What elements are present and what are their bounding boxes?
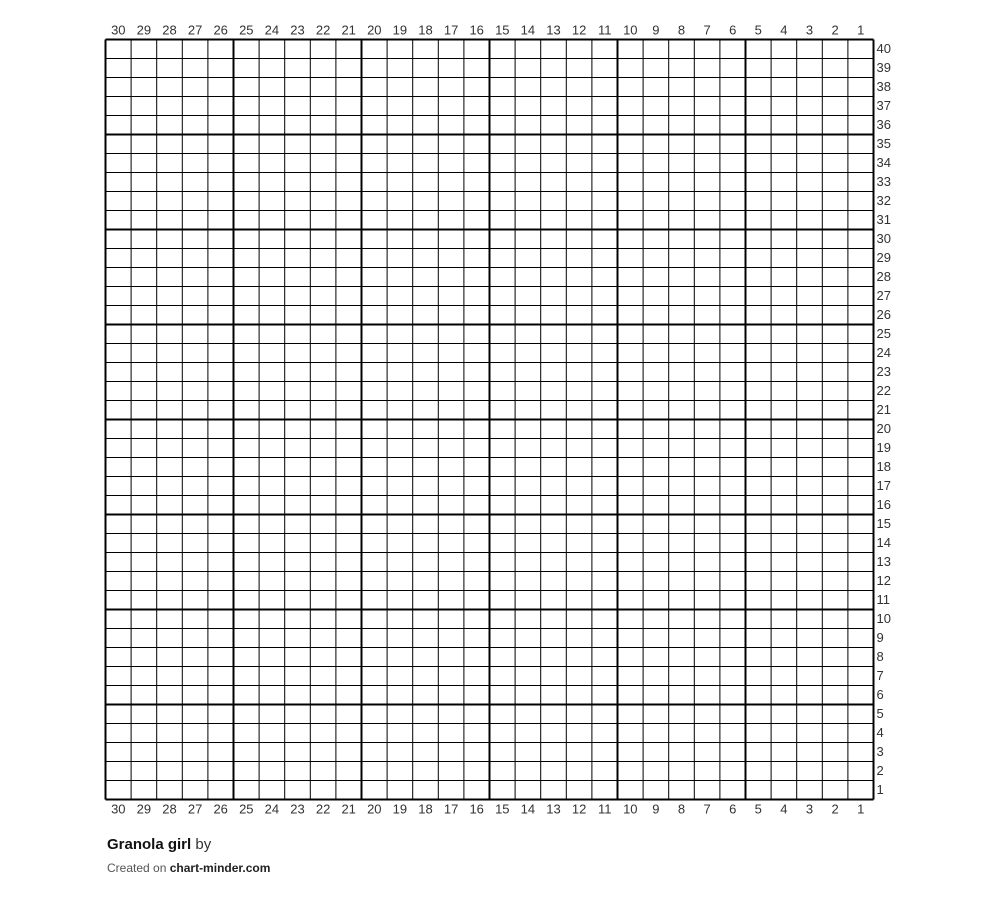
row-label: 2 (876, 763, 884, 778)
row-label: 21 (876, 402, 891, 417)
row-label: 18 (876, 459, 891, 474)
row-label: 5 (876, 706, 884, 721)
row-label: 28 (876, 269, 891, 284)
row-label: 11 (876, 592, 890, 607)
column-label-top: 16 (469, 22, 484, 38)
chart-footer (107, 836, 270, 875)
row-label: 30 (876, 231, 891, 246)
column-label-bottom: 9 (652, 801, 660, 817)
row-label: 10 (876, 611, 891, 626)
column-label-top: 24 (264, 22, 280, 38)
column-label-bottom: 3 (805, 801, 814, 817)
row-label: 8 (876, 649, 884, 664)
row-label: 40 (876, 41, 891, 56)
column-labels-top (111, 23, 864, 38)
row-label: 6 (876, 687, 884, 702)
row-label: 14 (876, 535, 891, 550)
column-label-top: 17 (443, 22, 459, 38)
by-label: by (195, 836, 212, 853)
column-label-top: 7 (703, 22, 711, 38)
column-label-top: 3 (805, 22, 814, 38)
credit-line (107, 861, 270, 875)
column-label-bottom: 7 (703, 801, 711, 817)
row-label: 27 (876, 288, 891, 303)
column-label-bottom: 19 (392, 801, 408, 817)
column-label-top: 10 (623, 22, 638, 38)
row-label: 16 (876, 497, 891, 512)
row-label: 23 (876, 364, 891, 379)
site-link[interactable]: chart-minder.com (169, 861, 271, 875)
column-label-top: 29 (136, 22, 152, 38)
column-label-bottom: 15 (495, 801, 510, 817)
row-label: 19 (876, 440, 891, 455)
column-label-bottom: 5 (754, 801, 762, 817)
row-labels-right (877, 41, 891, 797)
column-label-bottom: 14 (520, 801, 536, 817)
column-label-bottom: 26 (213, 801, 228, 817)
row-label: 1 (876, 782, 884, 797)
column-label-top: 14 (520, 22, 536, 38)
row-label: 38 (876, 79, 891, 94)
column-label-bottom: 12 (571, 801, 587, 817)
column-labels-bottom (111, 802, 864, 817)
created-on-label: Created on (107, 861, 167, 875)
row-label: 22 (876, 383, 891, 398)
column-label-bottom: 21 (341, 801, 356, 817)
row-label: 3 (876, 744, 884, 759)
column-label-top: 15 (495, 22, 510, 38)
column-label-top: 4 (780, 22, 788, 38)
row-label: 12 (876, 573, 891, 588)
column-label-bottom: 24 (264, 801, 280, 817)
title-line (107, 836, 270, 853)
column-label-bottom: 27 (187, 801, 203, 817)
column-label-top: 19 (392, 22, 408, 38)
column-label-top: 25 (239, 22, 254, 38)
column-label-bottom: 10 (623, 801, 638, 817)
row-label: 15 (876, 516, 891, 531)
column-label-top: 2 (831, 22, 839, 38)
column-label-top: 1 (857, 22, 865, 38)
row-label: 32 (876, 193, 891, 208)
column-label-top: 6 (729, 22, 737, 38)
column-label-bottom: 28 (162, 801, 177, 817)
column-label-top: 21 (341, 22, 356, 38)
row-label: 20 (876, 421, 891, 436)
row-label: 24 (876, 345, 891, 360)
column-label-top: 18 (418, 22, 433, 38)
row-label: 39 (876, 60, 891, 75)
column-label-bottom: 11 (597, 801, 612, 817)
row-label: 25 (876, 326, 891, 341)
column-label-bottom: 30 (111, 801, 126, 817)
column-label-top: 5 (754, 22, 762, 38)
chart-title: Granola girl (107, 836, 192, 853)
column-label-bottom: 17 (443, 801, 459, 817)
column-label-bottom: 22 (315, 801, 331, 817)
column-label-bottom: 23 (290, 801, 305, 817)
row-label: 35 (876, 136, 891, 151)
row-label: 13 (876, 554, 891, 569)
column-label-top: 27 (187, 22, 203, 38)
column-label-bottom: 18 (418, 801, 433, 817)
column-label-bottom: 1 (857, 801, 865, 817)
row-label: 37 (876, 98, 891, 113)
row-label: 17 (876, 478, 891, 493)
column-label-bottom: 6 (729, 801, 737, 817)
row-label: 34 (876, 155, 891, 170)
column-label-bottom: 2 (831, 801, 839, 817)
column-label-bottom: 8 (677, 801, 686, 817)
column-label-top: 13 (546, 22, 561, 38)
column-label-bottom: 25 (239, 801, 254, 817)
row-label: 4 (876, 725, 884, 740)
row-label: 31 (876, 212, 891, 227)
row-label: 26 (876, 307, 891, 322)
column-label-bottom: 4 (780, 801, 788, 817)
column-label-bottom: 16 (469, 801, 484, 817)
row-label: 33 (876, 174, 891, 189)
column-label-bottom: 13 (546, 801, 561, 817)
column-label-top: 11 (597, 22, 612, 38)
column-label-top: 8 (677, 22, 686, 38)
row-label: 9 (876, 630, 884, 645)
column-label-top: 28 (162, 22, 177, 38)
column-label-bottom: 20 (367, 801, 382, 817)
row-label: 29 (876, 250, 891, 265)
column-label-top: 20 (367, 22, 382, 38)
column-label-top: 30 (111, 22, 126, 38)
column-label-top: 22 (315, 22, 331, 38)
column-label-bottom: 29 (136, 801, 152, 817)
column-label-top: 26 (213, 22, 228, 38)
row-label: 36 (876, 117, 891, 132)
row-label: 7 (876, 668, 884, 683)
column-label-top: 23 (290, 22, 305, 38)
column-label-top: 9 (652, 22, 660, 38)
column-label-top: 12 (571, 22, 587, 38)
